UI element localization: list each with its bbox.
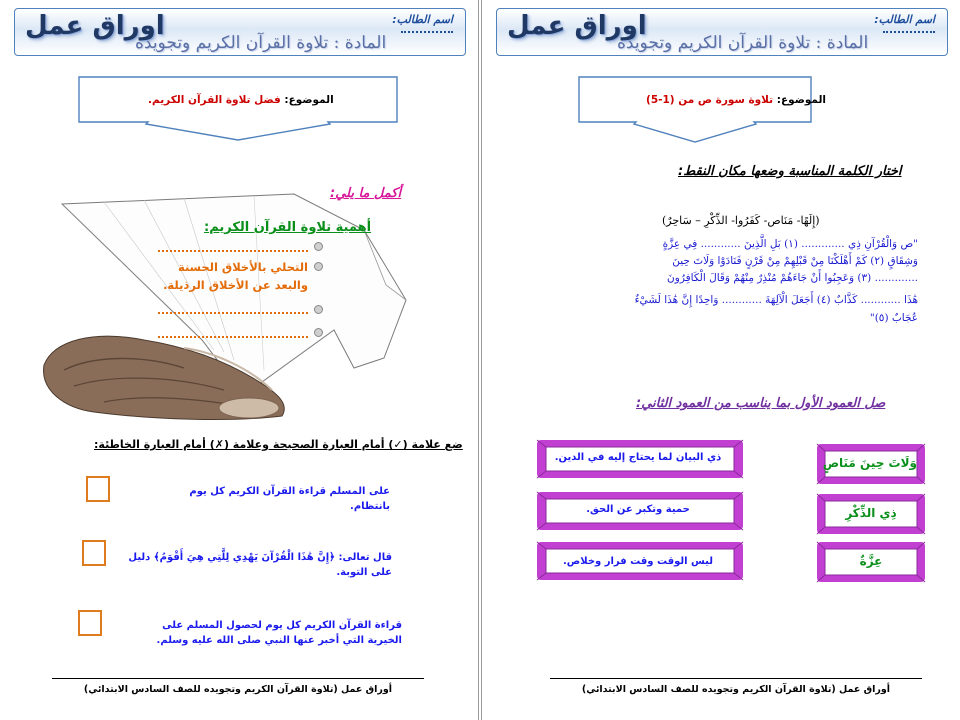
verse-2-line: وَشِقَاقٍ (٢) كَمْ أَهْلَكْنَا مِنْ قَبْلِهِمْ مِنْ قَرْنٍ فَنَادَوْا وَلَاتَ حِينَ bbox=[672, 255, 918, 267]
student-name-label: اسم الطالب: bbox=[392, 13, 453, 26]
subject-line: المادة : تلاوة القرآن الكريم وتجويده bbox=[135, 33, 387, 53]
checkbox-2[interactable] bbox=[82, 540, 106, 566]
scroll-bullet-1 bbox=[314, 242, 323, 251]
checkbox-1[interactable] bbox=[86, 476, 110, 502]
column-a-item-2: ذِي الذِّكْرِ bbox=[845, 506, 897, 520]
blank-line-4[interactable] bbox=[158, 336, 308, 338]
student-name-line[interactable] bbox=[401, 31, 453, 33]
worksheet-title: اوراق عمل bbox=[25, 11, 165, 41]
complete-heading: أكمل ما يلي: bbox=[330, 186, 402, 201]
scroll-item-2: التحلي بالأخلاق الحسنة والبعد عن الأخلاق الرذيلة. bbox=[163, 260, 308, 292]
column-b-item-1: ذي البيان لما يحتاج إليه في الدين. bbox=[554, 452, 722, 463]
student-name-line[interactable] bbox=[883, 31, 935, 33]
topic-value: تلاوة سورة ص bbox=[697, 94, 774, 106]
subject-line: المادة : تلاوة القرآن الكريم وتجويده bbox=[617, 33, 869, 53]
column-a-item-3: عِزَّةٌ bbox=[859, 554, 883, 568]
column-b-item-2: حمية وتكبر عن الحق. bbox=[586, 504, 690, 515]
scroll-bullet-4 bbox=[314, 328, 323, 337]
footer-divider bbox=[52, 678, 424, 679]
word-bank: (إِلَهًا- مَنَاص- كَفَرُوا- الذِّكْرِ – سَاحِرٌ) bbox=[662, 214, 820, 227]
header-banner bbox=[14, 8, 466, 56]
footer-caption: أوراق عمل (تلاوة القرآن الكريم وتجويده للصف السادس الابتدائي) bbox=[83, 684, 393, 695]
header-banner bbox=[496, 8, 948, 56]
checkbox-3[interactable] bbox=[78, 610, 102, 636]
student-name-label: اسم الطالب: bbox=[874, 13, 935, 26]
topic-line bbox=[646, 94, 826, 106]
statement-2: قال تعالى: ﴿إِنَّ هَٰذَا الْقُرْآنَ يَهْدِي لِلَّتِي هِيَ أَقْوَمُ﴾ دليل على التوبة. bbox=[128, 552, 392, 578]
topic-range: من (1-5) bbox=[646, 94, 695, 106]
column-b-item-3: ليس الوقت وقت فرار وخلاص. bbox=[562, 556, 714, 567]
topic-key: الموضوع: bbox=[284, 94, 334, 106]
scroll-bullet-3 bbox=[314, 305, 323, 314]
match-heading: صل العمود الأول بما يناسب من العمود الثاني: bbox=[636, 396, 886, 411]
blank-line-1[interactable] bbox=[158, 250, 308, 252]
statement-3: قراءة القرآن الكريم كل يوم لحصول المسلم على الخيرية التي أخبر عنها النبي صلى الله عليه وسلم. bbox=[156, 620, 402, 646]
column-a-item-1: وَلَاتَ حِينَ مَنَاصٍ bbox=[822, 456, 917, 470]
verse-5-line: عُجَابٌ (٥)" bbox=[869, 312, 918, 324]
verse-1-line: "ص وَالْقُرْآنِ ذِي ............. (١) بَلِ الَّذِينَ ............ فِي عِزَّةٍ bbox=[662, 238, 918, 250]
scroll-title: أهمية تلاوة القرآن الكريم: bbox=[204, 220, 372, 235]
choose-heading: اختار الكلمة المناسبة وضعها مكان النقط: bbox=[678, 164, 902, 179]
statement-1: على المسلم قراءة القرآن الكريم كل يوم بانتظام. bbox=[189, 486, 390, 512]
verse-4-line: هَٰذَا ............ كَذَّابٌ (٤) أَجَعَلَ الْآلِهَةَ ............ وَاحِدًا إِنَّ هَٰذَا لَشَيْءٌ bbox=[634, 294, 918, 306]
worksheet-page-left bbox=[0, 0, 478, 720]
topic-key: الموضوع: bbox=[776, 94, 827, 106]
true-false-heading: ضع علامة (✓) أمام العبارة الصحيحة وعلامة (✗) أمام العبارة الخاطئة: bbox=[94, 438, 463, 451]
topic-value: فضل تلاوة القرآن الكريم. bbox=[148, 94, 281, 106]
topic-arrow-box bbox=[78, 76, 398, 142]
worksheet-page-right bbox=[482, 0, 960, 720]
topic-arrow-box bbox=[578, 76, 812, 144]
footer-caption: أوراق عمل (تلاوة القرآن الكريم وتجويده للصف السادس الابتدائي) bbox=[581, 684, 891, 695]
blank-line-3[interactable] bbox=[158, 312, 308, 314]
topic-line bbox=[148, 94, 334, 106]
verse-3-line: ............. (٣) وَعَجِبُوا أَنْ جَاءَهُمْ مُنْذِرٌ مِنْهُمْ وَقَالَ الْكَافِرُونَ bbox=[667, 272, 918, 284]
worksheet-title: اوراق عمل bbox=[507, 11, 647, 41]
footer-divider bbox=[550, 678, 922, 679]
scroll-bullet-2 bbox=[314, 262, 323, 271]
